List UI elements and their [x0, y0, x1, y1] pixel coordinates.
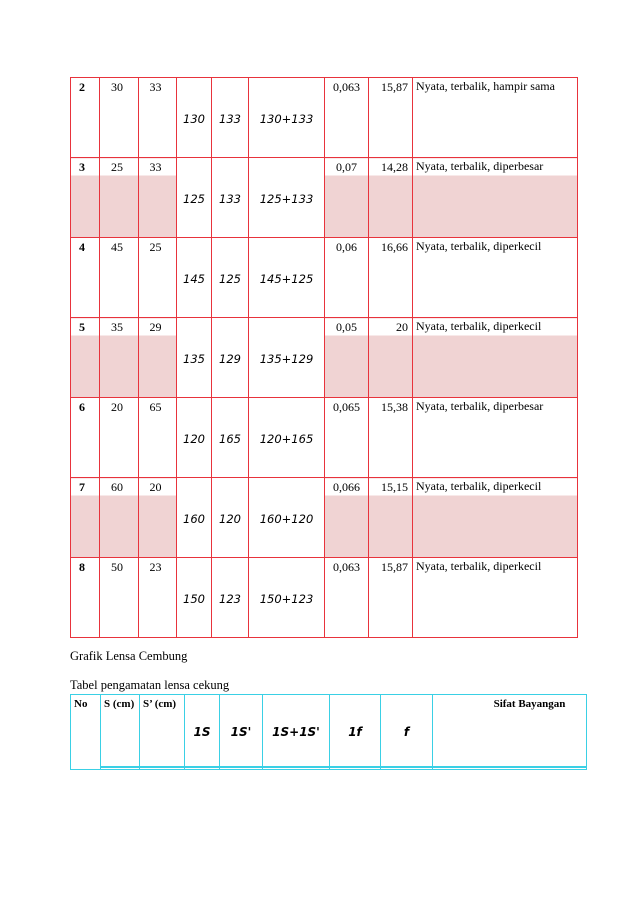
cell-no: 8	[71, 558, 100, 638]
cell-inv-s: 145	[177, 238, 212, 318]
cell-f: 15,87	[369, 558, 413, 638]
cell-s: 20	[100, 398, 139, 478]
header-inv-f: 1f	[330, 695, 381, 770]
cell-f: 15,38	[369, 398, 413, 478]
cell-inv-f: 0,05	[325, 318, 369, 398]
header-sum: 1S+1S'	[263, 695, 330, 770]
header-f: f	[381, 695, 433, 770]
cell-inv-f: 0,066	[325, 478, 369, 558]
cell-sifat: Nyata, terbalik, diperkecil	[413, 318, 578, 398]
cell-inv-f: 0,065	[325, 398, 369, 478]
header-inv-s: 1S	[185, 695, 220, 770]
cell-s: 50	[100, 558, 139, 638]
cell-inv-f: 0,063	[325, 558, 369, 638]
cell-no: 6	[71, 398, 100, 478]
cell-inv-s-prime: 125	[212, 238, 249, 318]
cell-inv-s: 120	[177, 398, 212, 478]
header-sifat: Sifat Bayangan	[433, 695, 587, 770]
convex-lens-table	[70, 77, 578, 638]
concave-table-header-row	[71, 695, 587, 770]
header-s: S (cm)	[101, 695, 140, 770]
table-row	[71, 558, 578, 638]
cell-s: 30	[100, 78, 139, 158]
cell-f: 16,66	[369, 238, 413, 318]
cell-sifat: Nyata, terbalik, diperkecil	[413, 238, 578, 318]
header-inv-s-prime: 1S'	[220, 695, 263, 770]
cell-s: 25	[100, 158, 139, 238]
cell-sifat: Nyata, terbalik, diperbesar	[413, 158, 578, 238]
cell-f: 15,87	[369, 78, 413, 158]
cell-inv-s: 135	[177, 318, 212, 398]
cell-sum: 125+133	[249, 158, 325, 238]
cell-sum: 120+165	[249, 398, 325, 478]
cell-inv-s: 160	[177, 478, 212, 558]
concave-lens-table	[70, 694, 587, 770]
cell-sifat: Nyata, terbalik, diperbesar	[413, 398, 578, 478]
cell-sifat: Nyata, terbalik, diperkecil	[413, 478, 578, 558]
cell-f: 20	[369, 318, 413, 398]
cell-s-prime: 23	[139, 558, 177, 638]
table-row	[71, 478, 578, 558]
cell-no: 5	[71, 318, 100, 398]
cell-no: 7	[71, 478, 100, 558]
table-row	[71, 398, 578, 478]
table-row	[71, 158, 578, 238]
cell-sum: 130+133	[249, 78, 325, 158]
cell-inv-f: 0,06	[325, 238, 369, 318]
cell-inv-s-prime: 165	[212, 398, 249, 478]
cell-sum: 150+123	[249, 558, 325, 638]
cell-sum: 135+129	[249, 318, 325, 398]
cell-inv-s-prime: 129	[212, 318, 249, 398]
cell-s: 45	[100, 238, 139, 318]
cell-s-prime: 33	[139, 78, 177, 158]
convex-graph-caption: Grafik Lensa Cembung	[70, 649, 188, 663]
cell-sum: 160+120	[249, 478, 325, 558]
cell-s: 35	[100, 318, 139, 398]
cell-s-prime: 25	[139, 238, 177, 318]
cell-inv-s: 150	[177, 558, 212, 638]
cell-s: 60	[100, 478, 139, 558]
cell-inv-s-prime: 120	[212, 478, 249, 558]
header-no: No	[71, 695, 101, 770]
cell-no: 2	[71, 78, 100, 158]
cell-sifat: Nyata, terbalik, hampir sama	[413, 78, 578, 158]
cell-inv-f: 0,07	[325, 158, 369, 238]
table-row	[71, 318, 578, 398]
table-row	[71, 238, 578, 318]
cell-inv-s: 125	[177, 158, 212, 238]
cell-s-prime: 29	[139, 318, 177, 398]
cell-inv-s: 130	[177, 78, 212, 158]
cell-s-prime: 65	[139, 398, 177, 478]
concave-table-caption: Tabel pengamatan lensa cekung	[70, 678, 230, 692]
cell-sifat: Nyata, terbalik, diperkecil	[413, 558, 578, 638]
cell-sum: 145+125	[249, 238, 325, 318]
cell-f: 15,15	[369, 478, 413, 558]
table-row	[71, 78, 578, 158]
cell-inv-s-prime: 123	[212, 558, 249, 638]
cell-inv-s-prime: 133	[212, 158, 249, 238]
cell-inv-f: 0,063	[325, 78, 369, 158]
cell-s-prime: 20	[139, 478, 177, 558]
cell-no: 3	[71, 158, 100, 238]
header-s-prime: S’ (cm)	[140, 695, 185, 770]
cell-no: 4	[71, 238, 100, 318]
cell-f: 14,28	[369, 158, 413, 238]
table-bottom-rule	[100, 766, 586, 768]
cell-s-prime: 33	[139, 158, 177, 238]
cell-inv-s-prime: 133	[212, 78, 249, 158]
